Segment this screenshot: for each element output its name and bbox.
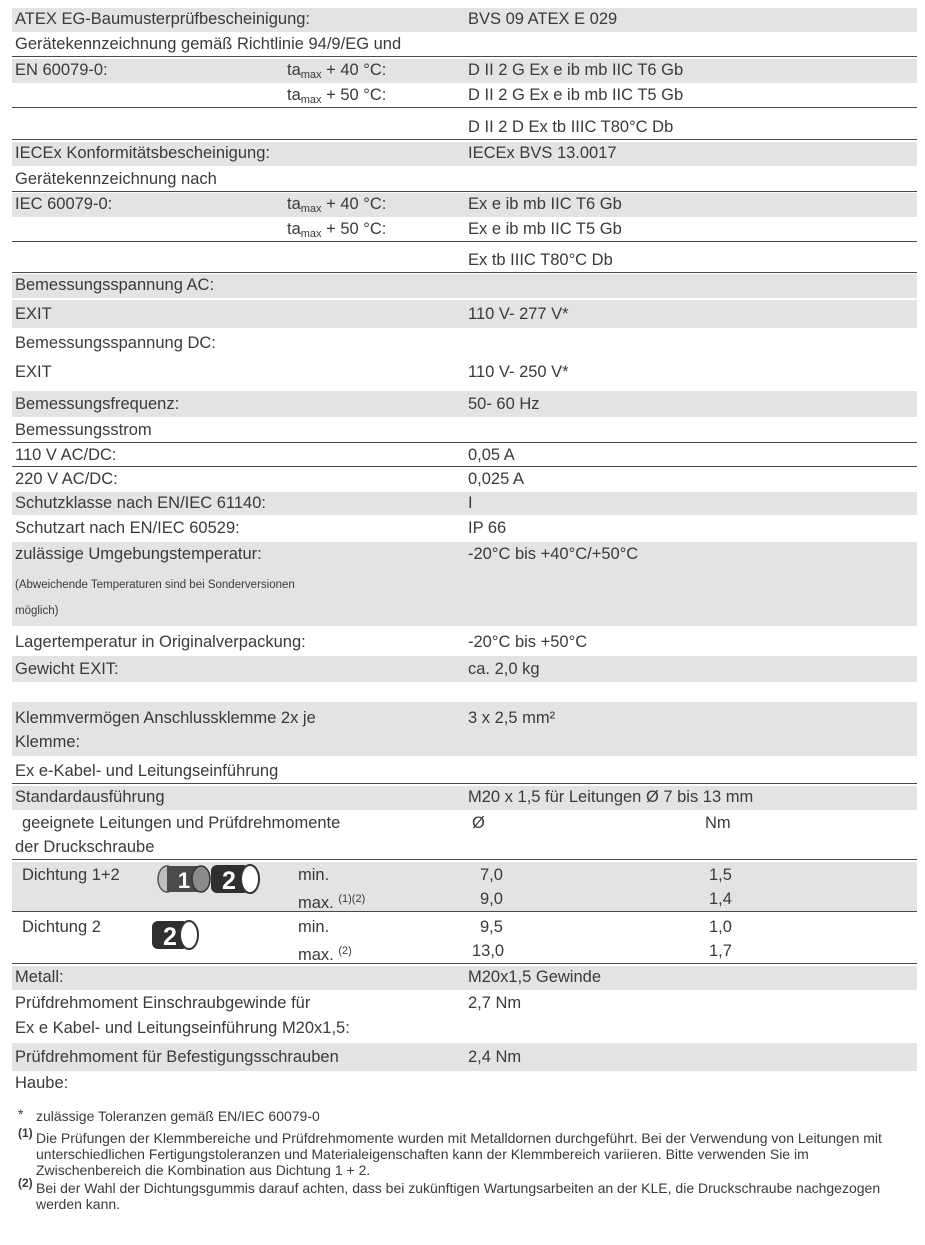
current-220-value: 0,025 A	[468, 470, 524, 488]
ip-row	[12, 517, 917, 540]
seal2-min-label: min.	[298, 918, 330, 936]
seal2-max-label: max. $^{(2)}$	[298, 945, 352, 964]
seal12-min-torque: 1,5	[709, 866, 732, 884]
standard-row	[12, 786, 917, 810]
screw-torque-value: 2,4 Nm	[468, 1048, 522, 1066]
iecex-cert-row	[12, 142, 917, 166]
suitable-row	[12, 811, 917, 860]
weight-value: ca. 2,0 kg	[468, 660, 540, 678]
iecex-marking-intro-row	[12, 168, 917, 192]
seal2-max-diameter: 13,0	[472, 942, 505, 960]
iecex-ta40: $ta_{max} + 40$ °C:	[287, 195, 387, 215]
storage-row	[12, 628, 917, 656]
seal2-max-torque: 1,7	[709, 942, 732, 960]
protection-class-label: Schutzklasse nach EN/IEC 61140:	[15, 494, 266, 512]
clamp-row	[12, 702, 917, 756]
footnote-1: (1) Die Prüfungen der Klemmbereiche und Prüfdrehmomente wurden mit Metalldornen durchgeführt. Bei der Verwendung von Leitungen mit unterschiedlichen Fertigungstoleranzen und Materialeigenschaften kann der Klemmbereich variieren. Bitte verwenden Sie im Zwischenbereich die Kombination aus Dichtung 1 + 2.	[18, 1126, 882, 1178]
current-220-label: 220 V AC/DC:	[15, 470, 118, 488]
ip-value: IP 66	[468, 519, 507, 537]
atex-marking-dust: D II 2 D Ex tb IIIC T80°C Db	[468, 118, 674, 136]
iecex-marking-t5: Ex e ib mb IIC T5 Gb	[468, 220, 622, 238]
svg-text:1: 1	[177, 868, 191, 893]
atex-ta40: $ta_{max} + 40$ °C:	[287, 61, 387, 81]
footnote-2-text: Bei der Wahl der Dichtungsgummis darauf achten, dass bei zukünftigen Wartungsarbeiten an der KLE, die Druckschraube nachgezogen werden kann.	[36, 1180, 881, 1212]
weight-label: Gewicht EXIT:	[15, 660, 119, 678]
metal-value: M20x1,5 Gewinde	[468, 968, 601, 986]
screw-torque-label-1: Prüfdrehmoment für Befestigungsschrauben	[15, 1048, 339, 1066]
current-heading: Bemessungsstrom	[15, 421, 152, 439]
clamp-label-2: Klemme:	[15, 733, 81, 751]
entry-heading-row	[12, 760, 917, 784]
metal-row	[12, 966, 917, 990]
atex-marking-intro: Gerätekennzeichnung gemäß Richtlinie 94/9/EG und	[15, 35, 402, 53]
atex-marking-t6: D II 2 G Ex e ib mb IIC T6 Gb	[468, 61, 684, 79]
iecex-cert-value: IECEx BVS 13.0017	[468, 144, 617, 162]
seal12-min-diameter: 7,0	[480, 866, 503, 884]
iecex-cert-label: IECEx Konformitätsbescheinigung:	[15, 144, 270, 162]
exit-ac-row	[12, 300, 917, 328]
voltage-ac-label: Bemessungsspannung AC:	[15, 276, 215, 294]
svg-text:2: 2	[222, 867, 236, 894]
standard-value: M20 x 1,5 für Leitungen Ø 7 bis 13 mm	[468, 788, 754, 806]
footnote-star-text: zulässige Toleranzen gemäß EN/IEC 60079-0	[36, 1108, 320, 1124]
screw-torque-row	[12, 1043, 917, 1071]
seal2-min-diameter: 9,5	[480, 918, 503, 936]
atex-marking-t5: D II 2 G Ex e ib mb IIC T5 Gb	[468, 86, 684, 104]
svg-text:2: 2	[163, 923, 177, 950]
footnote-star: * zulässige Toleranzen gemäß EN/IEC 60079-0	[18, 1106, 320, 1124]
seal12-min-label: min.	[298, 866, 330, 884]
atex-t5-row	[12, 84, 917, 108]
footnote-1-text: Die Prüfungen der Klemmbereiche und Prüfdrehmomente wurden mit Metalldornen durchgeführt. Bei der Verwendung von Leitungen mit unterschiedlichen Fertigungstoleranzen und Materialeigenschaften kann der Klemmbereich variieren. Bitte verwenden Sie im Zwischenbereich die Kombination aus Dichtung 1 + 2.	[36, 1130, 882, 1178]
atex-cert-label: ATEX EG-Baumusterprüfbescheinigung:	[15, 10, 311, 28]
torque-header: Nm	[705, 814, 731, 832]
current-110-row	[12, 444, 917, 467]
seal2-min-torque: 1,0	[709, 918, 732, 936]
exit-dc-value: 110 V- 250 V*	[468, 363, 569, 381]
exit-ac-value: 110 V- 277 V*	[468, 305, 569, 323]
iecex-dust-row	[12, 249, 917, 273]
seal12-max-diameter: 9,0	[480, 890, 503, 908]
atex-standard: EN 60079-0:	[15, 61, 108, 79]
exit-ac-label: EXIT	[15, 305, 52, 323]
voltage-dc-row	[12, 330, 917, 356]
clamp-label-1: Klemmvermögen Anschlussklemme 2x je	[15, 709, 316, 727]
ambient-value: -20°C bis +40°C/+50°C	[468, 545, 639, 563]
iecex-ta50: $ta_{max} + 50$ °C:	[287, 220, 387, 240]
atex-marking-intro-row	[12, 33, 917, 57]
voltage-ac-row	[12, 274, 917, 298]
exit-dc-label: EXIT	[15, 363, 52, 381]
diameter-header: Ø	[472, 814, 485, 832]
protection-class-value: I	[468, 494, 473, 512]
ambient-row	[12, 542, 917, 626]
current-110-value: 0,05 A	[468, 446, 515, 464]
seal12-label: Dichtung 1+2	[22, 866, 120, 884]
atex-cert-value: BVS 09 ATEX E 029	[468, 10, 618, 28]
seal12-max-torque: 1,4	[709, 890, 732, 908]
ambient-note-2: möglich)	[15, 605, 59, 617]
frequency-value: 50- 60 Hz	[468, 395, 540, 413]
frequency-label: Bemessungsfrequenz:	[15, 395, 180, 413]
seal12-max-label: max. $^{(1)(2)}$	[298, 893, 366, 912]
storage-value: -20°C bis +50°C	[468, 633, 588, 651]
screw-torque-label-2: Haube:	[15, 1074, 69, 1092]
iecex-marking-dust: Ex tb IIIC T80°C Db	[468, 251, 613, 269]
current-220-row	[12, 468, 917, 490]
ambient-note-1: (Abweichende Temperaturen sind bei Sonderversionen	[15, 579, 295, 591]
current-110-label: 110 V AC/DC:	[15, 446, 117, 464]
seal2-max-row	[12, 938, 917, 964]
thread-torque-label-2: Ex e Kabel- und Leitungseinführung M20x1,5:	[15, 1019, 350, 1037]
iecex-standard: IEC 60079-0:	[15, 195, 113, 213]
seal2-label: Dichtung 2	[22, 918, 101, 936]
atex-t6-row	[12, 59, 917, 83]
thread-torque-label-1: Prüfdrehmoment Einschraubgewinde für	[15, 994, 311, 1012]
current-heading-row	[12, 419, 917, 443]
voltage-dc-label: Bemessungsspannung DC:	[15, 334, 216, 352]
iecex-t5-row	[12, 218, 917, 242]
frequency-row	[12, 391, 917, 417]
ip-label: Schutzart nach EN/IEC 60529:	[15, 519, 240, 537]
standard-label: Standardausführung	[15, 788, 165, 806]
atex-cert-row	[12, 8, 917, 32]
suitable-line-1: geeignete Leitungen und Prüfdrehmomente	[22, 814, 341, 832]
atex-ta50: $ta_{max} + 50$ °C:	[287, 86, 387, 106]
protection-class-row	[12, 492, 917, 515]
thread-torque-value: 2,7 Nm	[468, 994, 522, 1012]
clamp-value: 3 x 2,5 mm²	[468, 709, 556, 727]
footnote-2: (2) Bei der Wahl der Dichtungsgummis darauf achten, dass bei zukünftigen Wartungsarbeiten an der KLE, die Druckschraube nachgezogen werden kann.	[18, 1176, 881, 1212]
storage-label: Lagertemperatur in Originalverpackung:	[15, 633, 306, 651]
screw-torque-row-2	[12, 1071, 917, 1095]
iecex-t6-row	[12, 193, 917, 217]
metal-label: Metall:	[15, 968, 64, 986]
atex-dust-row	[12, 116, 917, 140]
seal12-max-row	[12, 886, 917, 912]
weight-row	[12, 656, 917, 682]
thread-torque-row	[12, 991, 917, 1041]
iecex-marking-intro: Gerätekennzeichnung nach	[15, 170, 217, 188]
suitable-line-2: der Druckschraube	[15, 838, 155, 856]
iecex-marking-t6: Ex e ib mb IIC T6 Gb	[468, 195, 622, 213]
exit-dc-row	[12, 358, 917, 386]
footnotes	[18, 1100, 913, 1212]
entry-heading: Ex e-Kabel- und Leitungseinführung	[15, 762, 279, 780]
ambient-label: zulässige Umgebungstemperatur:	[15, 545, 262, 563]
